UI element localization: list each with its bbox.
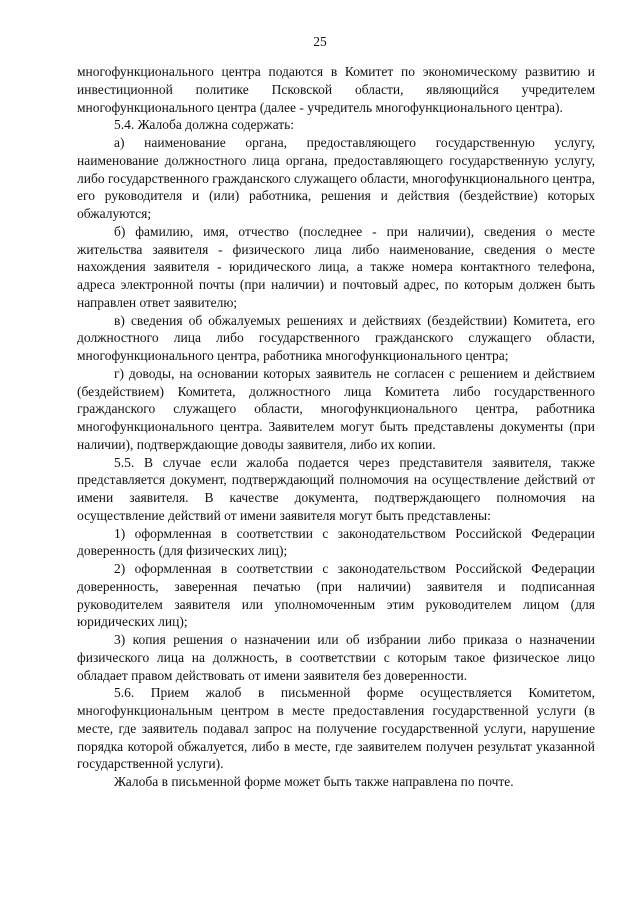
paragraph-5-4-b: б) фамилию, имя, отчество (последнее - при наличии), сведения о месте жительства заявителя - физического лица либо наименование, сведения о месте нахождения заявителя - юридического лица, а также номера контактного телефона, адреса электронной почты (при наличии) и почтовый адрес, по которым должен быть направлен ответ заявителю; xyxy=(77,223,595,310)
paragraph-5-4-g: г) доводы, на основании которых заявитель не согласен с решением и действием (бездействием) Комитета, должностного лица Комитета либо государственного гражданского служащего области, многофункционального центра, работника многофункционального центра. Заявителем могут быть представлены документы (при наличии), подтверждающие доводы заявителя, либо их копии. xyxy=(77,365,595,452)
paragraph-5-4-a: а) наименование органа, предоставляющего государственную услугу, наименование должностного лица органа, предоставляющего государственную услугу, либо государственного гражданского служащего области, многофункционального центра, его руководителя и (или) работника, решения и действия (бездействие) которых обжалуются; xyxy=(77,135,595,221)
paragraph-5-5-item-2: 2) оформленная в соответствии с законодательством Российской Федерации доверенность, заверенная печатью (при наличии) заявителя и подписанная руководителем заявителя или уполномоченным этим руководителем лицом (для юридических лиц); xyxy=(77,561,595,630)
paragraph-5-6: 5.6. Прием жалоб в письменной форме осуществляется Комитетом, многофункциональным центром в месте предоставления государственной услуги (в месте, где заявитель подавал запрос на получение государственной услуги, нарушение порядка которой обжалуется, либо в месте, где заявителем получен результат указанной государственной услуги). xyxy=(77,685,595,772)
paragraph-continuation: многофункционального центра подаются в Комитет по экономическому развитию и инвестиционной политике Псковской области, являющийся учредителем многофункционального центра (далее - учредитель многофункционального центра). xyxy=(77,64,595,115)
paragraph-5-5-item-3: 3) копия решения о назначении или об избрании либо приказа о назначении физического лица на должность, в соответствии с которым такое физическое лицо обладает правом действовать от имени заявителя без доверенности. xyxy=(77,632,595,683)
paragraph-5-6-mail: Жалоба в письменной форме может быть также направлена по почте. xyxy=(114,774,514,789)
body-text xyxy=(77,63,595,791)
page-number: 25 xyxy=(313,34,327,49)
paragraph-5-4-heading: 5.4. Жалоба должна содержать: xyxy=(114,117,295,133)
paragraph-5-5-item-1: 1) оформленная в соответствии с законодательством Российской Федерации доверенность (для физических лиц); xyxy=(77,525,595,559)
paragraph-5-4-v: в) сведения об обжалуемых решениях и действиях (бездействии) Комитета, его должностного лица либо государственного гражданского служащего области, многофункционального центра, работника многофункционального центра; xyxy=(77,312,595,363)
paragraph-5-5: 5.5. В случае если жалоба подается через представителя заявителя, также представляется документ, подтверждающий полномочия на осуществление действий от имени заявителя. В качестве документа, подтверждающего полномочия на осуществление действий от имени заявителя могут быть представлены: xyxy=(77,454,595,523)
